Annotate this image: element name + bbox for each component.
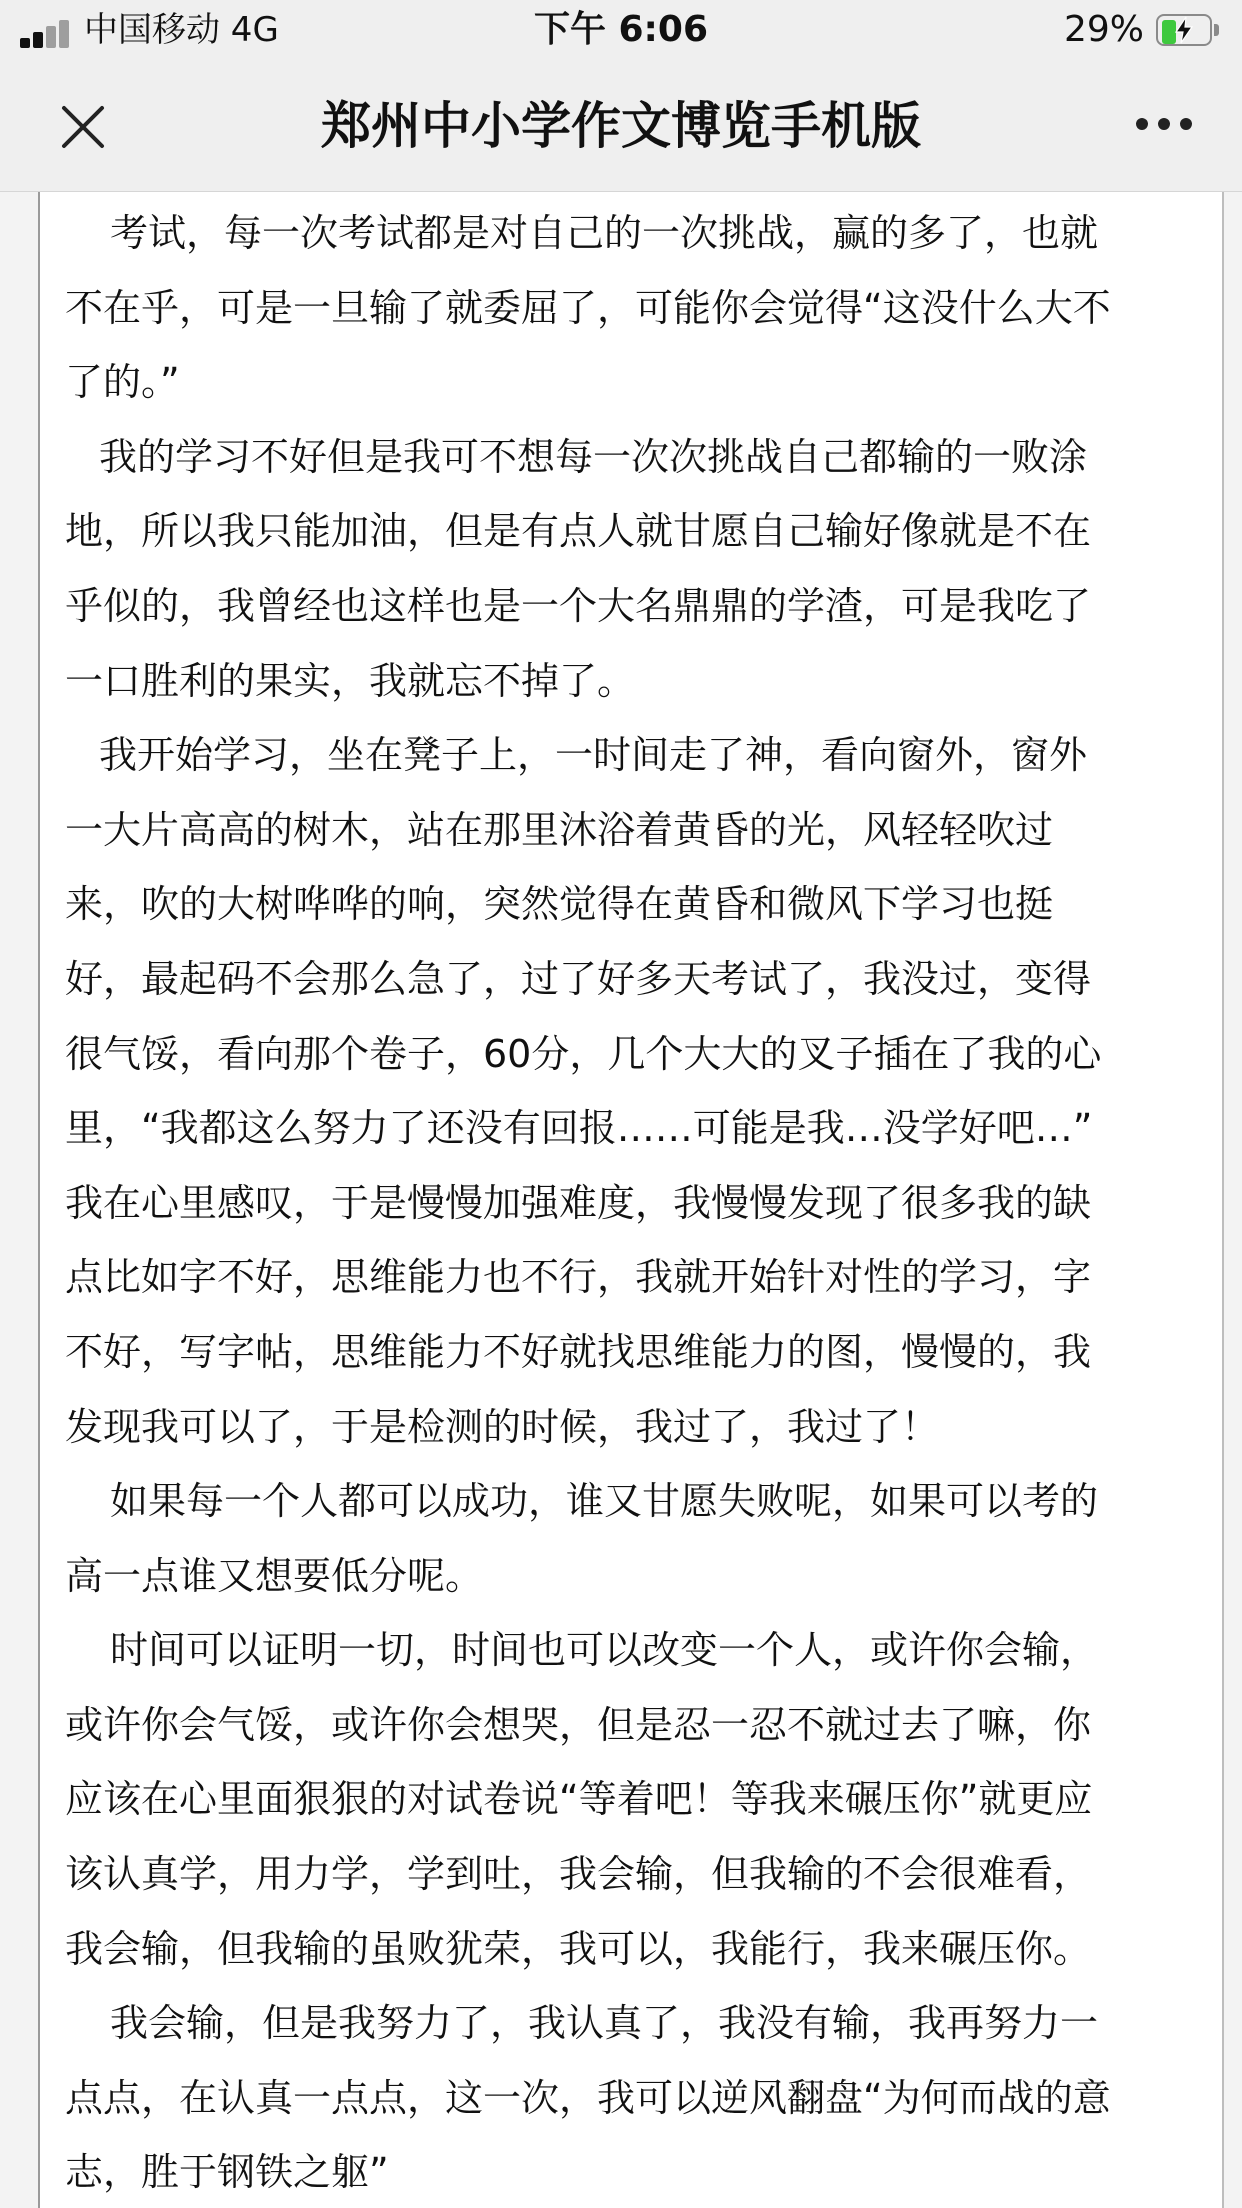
article-line: 点比如字不好，思维能力也不行，我就开始针对性的学习，字: [65, 1255, 1092, 1300]
article-line: 高一点谁又想要低分呢。: [65, 1553, 484, 1598]
article-line: 该认真学，用力学，学到吐，我会输，但我输的不会很难看，: [65, 1852, 1092, 1897]
article-line: 点点，在认真一点点，这一次，我可以逆风翻盘“为何而战的意: [65, 2075, 1111, 2120]
article-line: 应该在心里面狠狠的对试卷说“等着吧！等我来碾压你”就更应: [65, 1777, 1093, 1822]
article-line: 我会输，但我输的虽败犹荣，我可以，我能行，我来碾压你。: [65, 1926, 1092, 1971]
article-line: 考试，每一次考试都是对自己的一次挑战，赢的多了，也就: [110, 211, 1099, 255]
carrier-label: 中国移动 4G: [84, 10, 279, 50]
battery-charging-icon: [1156, 14, 1222, 48]
battery-percent: 29%: [1063, 9, 1144, 50]
article-line: 发现我可以了，于是检测的时候，我过了，我过了！: [65, 1404, 940, 1449]
page-title: 郑州中小学作文博览手机版: [321, 97, 921, 155]
article-line: 地，所以我只能加油，但是有点人就甘愿自己输好像就是不在: [65, 509, 1092, 554]
article-line: 来，吹的大树哗哗的响，突然觉得在黄昏和微风下学习也挺: [65, 882, 1054, 927]
article-line: 志，胜于钢铁之躯”: [65, 2150, 389, 2195]
status-bar: [0, 0, 1242, 62]
article-line: 好，最起码不会那么急了，过了好多天考试了，我没过，变得: [65, 956, 1092, 1001]
article-line: 我的学习不好但是我可不想每一次次挑战自己都输的一败涂: [99, 434, 1088, 479]
article-line: 里，“我都这么努力了还没有回报……可能是我…没学好吧…”: [65, 1106, 1093, 1151]
article-line: 或许你会气馁，或许你会想哭，但是忍一忍不就过去了嘛，你: [65, 1702, 1092, 1747]
more-icon: [1136, 118, 1148, 130]
article-line: 一大片高高的树木，站在那里沐浴着黄昏的光，风轻轻吹过: [65, 807, 1054, 852]
article-line: 我开始学习，坐在凳子上，一时间走了神，看向窗外，窗外: [99, 733, 1088, 778]
more-options-button[interactable]: [1132, 118, 1196, 136]
article-line: 很气馁，看向那个卷子，60分，几个大大的叉子插在了我的心: [65, 1031, 1102, 1076]
article-line: 不在乎，可是一旦输了就委屈了，可能你会觉得“这没什么大不: [65, 285, 1111, 330]
article-content[interactable]: [38, 192, 1224, 2208]
article-line: 我在心里感叹，于是慢慢加强难度，我慢慢发现了很多我的缺: [65, 1180, 1092, 1225]
article-line: 不好，写字帖，思维能力不好就找思维能力的图，慢慢的，我: [65, 1329, 1092, 1374]
navigation-bar: [0, 62, 1242, 192]
status-time: 下午 6:06: [533, 9, 709, 50]
article-body: [65, 196, 1205, 2208]
article-line: 如果每一个人都可以成功，谁又甘愿失败呢，如果可以考的: [110, 1479, 1099, 1524]
article-line: 我会输，但是我努力了，我认真了，我没有输，我再努力一: [110, 2001, 1099, 2046]
close-button[interactable]: [58, 102, 108, 152]
article-line: 一口胜利的果实，我就忘不掉了。: [65, 658, 636, 703]
article-line: 乎似的，我曾经也这样也是一个大名鼎鼎的学渣，可是我吃了: [65, 583, 1092, 628]
article-line: 时间可以证明一切，时间也可以改变一个人，或许你会输，: [110, 1628, 1099, 1673]
article-line: 了的。”: [65, 360, 180, 405]
charging-bolt-icon: [1172, 16, 1196, 44]
close-icon: [58, 102, 108, 152]
